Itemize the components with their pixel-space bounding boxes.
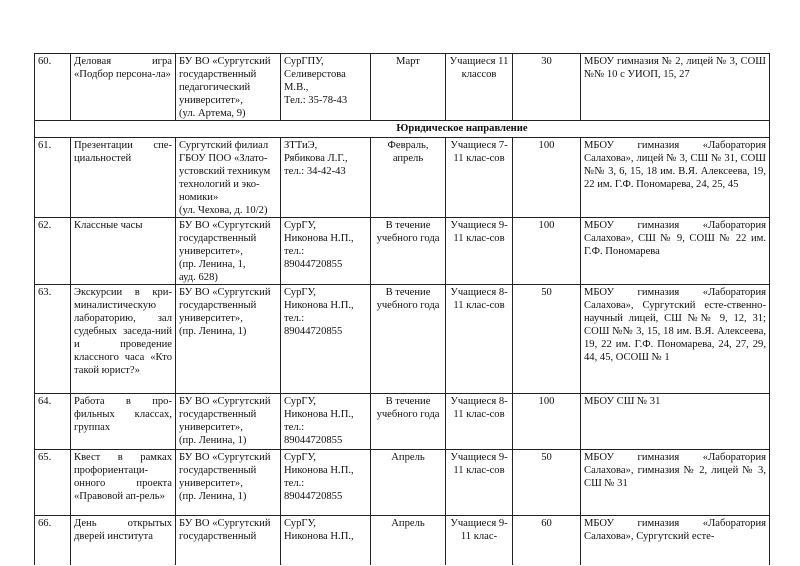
row-number: 63. bbox=[35, 285, 71, 394]
event-name: Работа в про-фильных классах, группах bbox=[71, 394, 176, 450]
contact-line: 89044720855 bbox=[284, 259, 343, 270]
organizer-line: государственный bbox=[179, 69, 257, 80]
organizer-line: государственный bbox=[179, 300, 257, 311]
contact-line: Селиверстова bbox=[284, 69, 346, 80]
contact-line: СурГУ, bbox=[284, 396, 316, 407]
organizer bbox=[176, 218, 281, 285]
events-table bbox=[34, 53, 770, 565]
contact-line: Никонова Н.П., bbox=[284, 233, 354, 244]
contact-line: СурГУ, bbox=[284, 220, 316, 231]
organizer-line: (ул. Чехова, д. 10/2) bbox=[179, 205, 268, 216]
organizer-line: государственный bbox=[179, 465, 257, 476]
contact bbox=[281, 54, 371, 121]
contact-line: СурГПУ, bbox=[284, 56, 324, 67]
organizer-line: (пр. Ленина, 1, bbox=[179, 259, 246, 270]
contact-line: тел.: bbox=[284, 246, 305, 257]
row-number: 65. bbox=[35, 450, 71, 516]
row-number: 66. bbox=[35, 516, 71, 566]
table-row bbox=[35, 218, 770, 285]
organizer-line: БУ ВО «Сургутский bbox=[179, 452, 271, 463]
participants: Учащиеся 8-11 клас-сов bbox=[446, 285, 513, 394]
organizer bbox=[176, 138, 281, 218]
contact-line: Никонова Н.П., bbox=[284, 300, 354, 311]
organizer-line: БУ ВО «Сургутский bbox=[179, 287, 271, 298]
section-row bbox=[35, 121, 770, 138]
participant-count: 100 bbox=[513, 394, 581, 450]
participants: Учащиеся 8-11 клас-сов bbox=[446, 394, 513, 450]
contact-line: СурГУ, bbox=[284, 287, 316, 298]
table-row bbox=[35, 54, 770, 121]
contact-line: Никонова Н.П., bbox=[284, 531, 354, 542]
contact bbox=[281, 516, 371, 566]
participant-count: 30 bbox=[513, 54, 581, 121]
organizer-line: БУ ВО «Сургутский bbox=[179, 396, 271, 407]
contact bbox=[281, 450, 371, 516]
participants: Учащиеся 9-11 клас-сов bbox=[446, 218, 513, 285]
contact bbox=[281, 285, 371, 394]
organizer-line: устовский техникум bbox=[179, 166, 271, 177]
event-name: Экскурсии в кри-миналистическую лабораторию, зал судебных заседа-ний и проведение классного часа «Кто такой юрист?» bbox=[71, 285, 176, 394]
section-heading: Юридическое направление bbox=[35, 121, 770, 138]
row-number: 62. bbox=[35, 218, 71, 285]
event-date: Февраль, апрель bbox=[371, 138, 446, 218]
contact bbox=[281, 218, 371, 285]
contact-line: 89044720855 bbox=[284, 326, 343, 337]
event-date: Апрель bbox=[371, 450, 446, 516]
schools: МБОУ гимназия «Лаборатория Салахова», гимназия № 2, лицей № 3, СШ № 31 bbox=[581, 450, 770, 516]
participant-count: 50 bbox=[513, 450, 581, 516]
organizer-line: университет», bbox=[179, 313, 243, 324]
schools: МБОУ гимназия «Лаборатория Салахова», Сургутский есте- bbox=[581, 516, 770, 566]
participant-count: 60 bbox=[513, 516, 581, 566]
row-number: 60. bbox=[35, 54, 71, 121]
participant-count: 50 bbox=[513, 285, 581, 394]
schools: МБОУ гимназия «Лаборатория Салахова», Сургутский есте-ственно-научный лицей, СШ №№ 9, 12, 31; СОШ №№ 3, 15, 18 им. В.Я. Алексеева, 19, 22 им. Г.Ф. Пономарева, 24, 27, 29, 44, 45, ОСОШ № 1 bbox=[581, 285, 770, 394]
organizer-line: университет», bbox=[179, 95, 243, 106]
organizer-line: ГБОУ ПОО «Злато- bbox=[179, 153, 268, 164]
schools: МБОУ гимназия «Лаборатория Салахова», лицей № 3, СШ № 31, СОШ №№ 3, 6, 15, 18 им. В.Я. Алексеева, 19, 22 им. Г.Ф. Пономарева, 24, 25, 45 bbox=[581, 138, 770, 218]
participants: Учащиеся 9-11 клас- bbox=[446, 516, 513, 566]
organizer-line: Сургутский филиал bbox=[179, 140, 269, 151]
organizer-line: ауд. 628) bbox=[179, 272, 218, 283]
event-name: Деловая игра «Подбор персона-ла» bbox=[71, 54, 176, 121]
participants: Учащиеся 9-11 клас-сов bbox=[446, 450, 513, 516]
contact-line: Тел.: 35-78-43 bbox=[284, 95, 348, 106]
organizer-line: (ул. Артема, 9) bbox=[179, 108, 246, 119]
contact-line: СурГУ, bbox=[284, 452, 316, 463]
contact-line: тел.: bbox=[284, 313, 305, 324]
event-name: День открытых дверей института bbox=[71, 516, 176, 566]
organizer-line: БУ ВО «Сургутский bbox=[179, 518, 271, 529]
organizer-line: технологий и эко- bbox=[179, 179, 260, 190]
schools: МБОУ гимназия «Лаборатория Салахова», СШ № 9, СОШ № 22 им. Г.Ф. Пономарева bbox=[581, 218, 770, 285]
organizer bbox=[176, 394, 281, 450]
table-row bbox=[35, 285, 770, 394]
organizer-line: БУ ВО «Сургутский bbox=[179, 220, 271, 231]
event-date: В течение учебного года bbox=[371, 285, 446, 394]
organizer-line: университет», bbox=[179, 246, 243, 257]
row-number: 64. bbox=[35, 394, 71, 450]
contact-line: СурГУ, bbox=[284, 518, 316, 529]
organizer bbox=[176, 285, 281, 394]
contact-line: тел.: bbox=[284, 422, 305, 433]
row-number: 61. bbox=[35, 138, 71, 218]
organizer-line: (пр. Ленина, 1) bbox=[179, 326, 247, 337]
organizer-line: (пр. Ленина, 1) bbox=[179, 435, 247, 446]
contact-line: Рябикова Л.Г., bbox=[284, 153, 348, 164]
contact bbox=[281, 138, 371, 218]
organizer-line: номики» bbox=[179, 192, 219, 203]
organizer-line: университет», bbox=[179, 478, 243, 489]
table-row bbox=[35, 394, 770, 450]
table-row bbox=[35, 516, 770, 566]
schools: МБОУ СШ № 31 bbox=[581, 394, 770, 450]
event-date: Апрель bbox=[371, 516, 446, 566]
organizer-line: государственный bbox=[179, 409, 257, 420]
schools: МБОУ гимназия № 2, лицей № 3, СОШ №№ 10 с УИОП, 15, 27 bbox=[581, 54, 770, 121]
contact bbox=[281, 394, 371, 450]
event-date: В течение учебного года bbox=[371, 394, 446, 450]
event-date: В течение учебного года bbox=[371, 218, 446, 285]
contact-line: 89044720855 bbox=[284, 491, 343, 502]
organizer bbox=[176, 516, 281, 566]
participant-count: 100 bbox=[513, 218, 581, 285]
contact-line: ЗТТиЭ, bbox=[284, 140, 318, 151]
event-name: Классные часы bbox=[71, 218, 176, 285]
contact-line: 89044720855 bbox=[284, 435, 343, 446]
organizer bbox=[176, 54, 281, 121]
organizer-line: государственный bbox=[179, 531, 257, 542]
organizer-line: университет», bbox=[179, 422, 243, 433]
organizer-line: педагогический bbox=[179, 82, 251, 93]
participants: Учащиеся 7-11 клас-сов bbox=[446, 138, 513, 218]
organizer bbox=[176, 450, 281, 516]
table-row bbox=[35, 138, 770, 218]
contact-line: М.В., bbox=[284, 82, 309, 93]
organizer-line: (пр. Ленина, 1) bbox=[179, 491, 247, 502]
event-date: Март bbox=[371, 54, 446, 121]
event-name: Презентации спе-циальностей bbox=[71, 138, 176, 218]
organizer-line: БУ ВО «Сургутский bbox=[179, 56, 271, 67]
organizer-line: государственный bbox=[179, 233, 257, 244]
contact-line: Никонова Н.П., bbox=[284, 409, 354, 420]
participants: Учащиеся 11 классов bbox=[446, 54, 513, 121]
contact-line: Никонова Н.П., bbox=[284, 465, 354, 476]
event-name: Квест в рамках профориентаци-онного проекта «Правовой ап-рель» bbox=[71, 450, 176, 516]
contact-line: тел.: 34-42-43 bbox=[284, 166, 346, 177]
contact-line: тел.: bbox=[284, 478, 305, 489]
table-row bbox=[35, 450, 770, 516]
participant-count: 100 bbox=[513, 138, 581, 218]
